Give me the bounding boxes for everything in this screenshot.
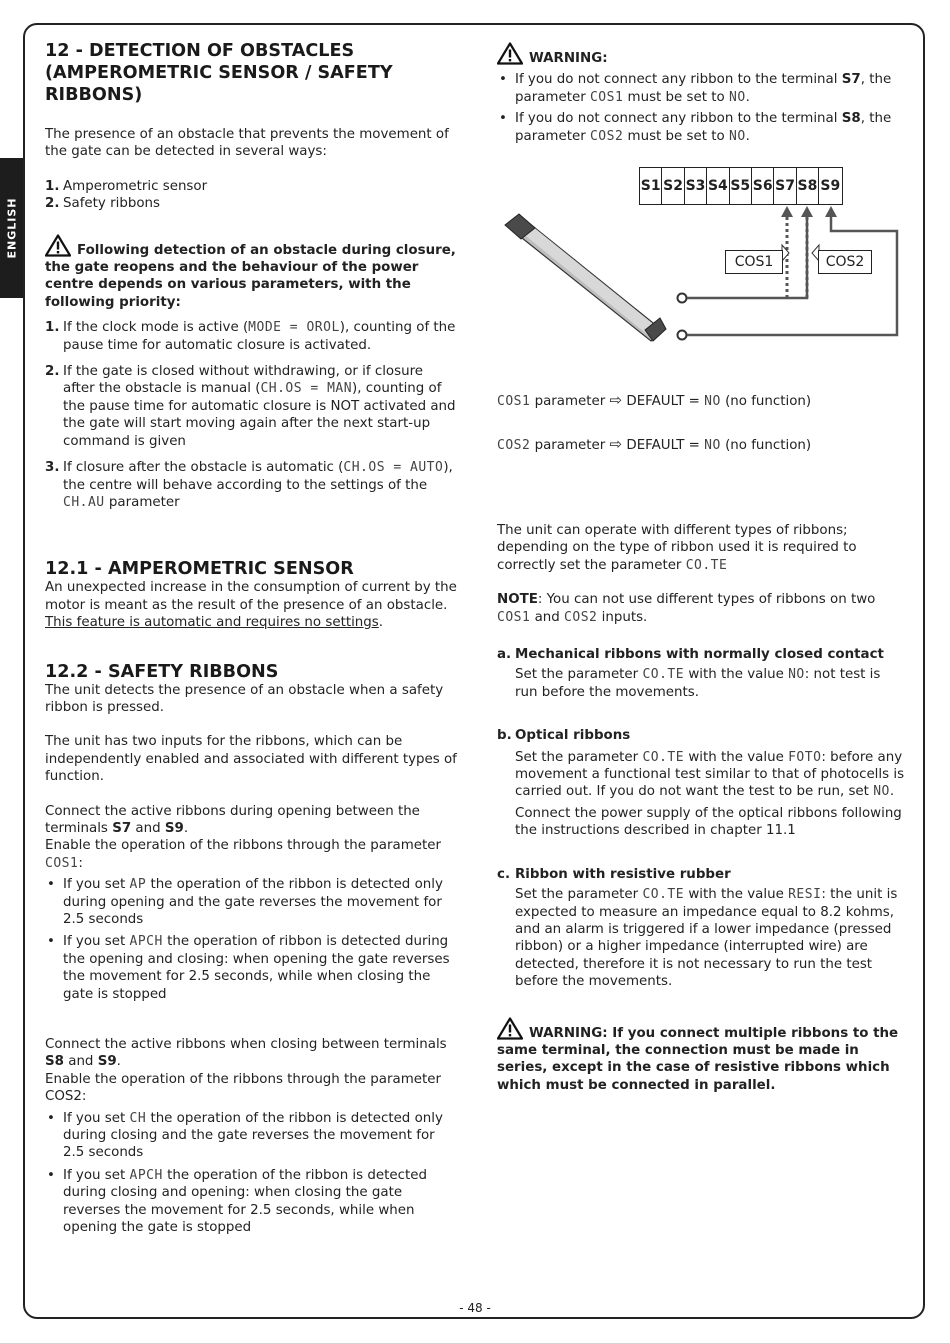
list-item: [45, 1167, 457, 1237]
item-title: Ribbon with resistive rubber: [515, 866, 731, 882]
language-label: ENGLISH: [5, 197, 19, 259]
ribbon-types-block: [497, 522, 905, 1094]
section-12-2-title: 12.2 - SAFETY RIBBONS: [45, 661, 279, 682]
list-item: [45, 876, 457, 928]
final-warning: [497, 1017, 905, 1095]
text: Connect the active ribbons when closing between terminals: [45, 1037, 447, 1053]
warning-icon: [497, 1017, 523, 1040]
text: If you do not connect any ribbon to the terminal: [515, 111, 838, 127]
lcd-code: CO.TE: [642, 887, 685, 903]
lcd-code: APCH: [129, 1167, 163, 1183]
arrow-right-icon: ⇨: [609, 435, 623, 454]
item-text: Amperometric sensor: [63, 178, 208, 194]
terminal-s4: S4: [707, 168, 729, 204]
terminal-label: S7: [112, 820, 132, 836]
terminal-s5: S5: [730, 168, 752, 204]
left-column: [45, 40, 457, 1237]
punctuation: :: [78, 855, 83, 871]
lcd-code: COS1: [497, 394, 531, 409]
text: : before any movement a functional test similar to that of photocells is carried out. If you do not want the test to be run, set: [515, 749, 905, 800]
terminal-label: S8: [45, 1054, 64, 1070]
terminal-block: [639, 167, 843, 205]
item-text: ), counting of the pause time for automatic closure is activated.: [63, 320, 456, 353]
item-letter: a.: [497, 647, 512, 663]
item-number: 1.: [45, 320, 60, 336]
closing-connection: [45, 1036, 457, 1071]
page-number: - 48 -: [459, 1301, 491, 1315]
text: If you set: [63, 934, 126, 950]
type-a-text: [497, 666, 905, 701]
type-c-text: [497, 886, 905, 990]
item-text: If the gate is closed without withdrawing, or if closure after the obstacle is manual (: [63, 364, 424, 397]
text: : You can not use different types of ribbons on two: [537, 592, 876, 608]
text: and: [135, 820, 161, 836]
detection-ways-list: [45, 178, 457, 213]
terminal-s6: S6: [752, 168, 774, 204]
warning-list: [497, 71, 905, 145]
lcd-code: COS1: [589, 89, 624, 105]
type-b-heading: [497, 727, 905, 744]
terminal-s2: S2: [662, 168, 684, 204]
lcd-code: CH.AU: [63, 494, 105, 510]
item-text: If the clock mode is active (: [63, 320, 249, 336]
lcd-code: NO: [704, 438, 721, 454]
text: (no function): [725, 394, 812, 409]
text: If you set: [63, 1167, 126, 1183]
text: If you set: [63, 877, 126, 893]
list-item: [45, 459, 457, 511]
amperometric-note: [45, 614, 457, 631]
cos2-label-box: COS2: [818, 250, 872, 274]
terminal-s3: S3: [685, 168, 707, 204]
list-item: [45, 933, 457, 1003]
type-a-heading: [497, 646, 905, 663]
lcd-code: NO: [873, 784, 890, 800]
punctuation: .: [745, 89, 750, 105]
lcd-code: CH.OS = MAN: [260, 381, 353, 397]
opening-enable: [45, 837, 457, 872]
punctuation: .: [378, 615, 384, 631]
lcd-code: CH.OS = AUTO: [343, 460, 444, 476]
ribbons-intro: The unit detects the presence of an obstacle when a safety ribbon is pressed.: [45, 682, 444, 715]
terminal-s1: S1: [640, 168, 662, 204]
safety-ribbon-illustration: [505, 214, 666, 341]
text: DEFAULT =: [626, 438, 700, 454]
lcd-code: FOTO: [788, 749, 822, 765]
punctuation: .: [889, 784, 895, 800]
warning-icon: [45, 234, 71, 257]
lcd-code: CO.TE: [642, 749, 685, 765]
terminal-s8: S8: [797, 168, 819, 204]
cos1-label-box: COS1: [725, 250, 783, 274]
note: [497, 591, 905, 626]
amperometric-note-text: This feature is automatic and requires no settings: [45, 615, 379, 631]
lcd-code: NO: [788, 667, 805, 683]
section-12-1-title: 12.1 - AMPEROMETRIC SENSOR: [45, 559, 354, 580]
text: If you set: [63, 1110, 126, 1126]
lcd-code: APCH: [129, 934, 163, 950]
text: : the unit is expected to measure an impedance equal to 8.2 kohms, and an alarm is triggered if a lower impedance (pressed ribbon) or a higher impedance (interrupted wire) are detected, therefore it is not necessary to run the test before the movements.: [515, 887, 898, 990]
text: the operation of ribbon is detected during the opening and closing: when opening the gate reverses the movement for 2.5 seconds, while when closing the gate is stopped: [63, 934, 450, 1002]
text: Set the parameter: [515, 749, 639, 765]
cos2-default: [497, 436, 905, 454]
text: Set the parameter: [515, 887, 639, 903]
defaults-block: [497, 392, 905, 455]
item-text: ), the centre will behave according to the settings of the: [63, 460, 453, 493]
text: the operation of the ribbon is detected during closing and opening: when closing the gate reverses the movement for 2.5 seconds, while when opening the gate is stopped: [63, 1167, 427, 1236]
item-text: Safety ribbons: [63, 196, 160, 212]
type-c-heading: [497, 866, 905, 883]
text: and: [534, 609, 560, 625]
lcd-code: AP: [129, 877, 147, 893]
terminal-s9: S9: [820, 178, 841, 194]
amperometric-text: An unexpected increase in the consumption of current by the motor is meant as the result of the presence of an obstacle.: [45, 580, 457, 613]
lcd-code: CO.TE: [685, 557, 728, 573]
item-text: If closure after the obstacle is automatic (: [63, 460, 344, 476]
item-text: ), counting of the pause time for automatic closure is NOT activated and the gate will start moving again after the next start-up command is given: [63, 381, 456, 449]
list-item: [45, 319, 457, 354]
text: with the value: [688, 667, 784, 683]
final-warning-text: WARNING: If you connect multiple ribbons to the same terminal, the connection must be made in series, except in the case of resistive ribbons which which must be connected in parallel.: [497, 1025, 899, 1093]
ribbon-types-text: [497, 522, 905, 574]
text: DEFAULT =: [626, 394, 700, 409]
item-number: 3.: [45, 460, 60, 476]
terminal-label: S9: [97, 1054, 117, 1070]
language-side-tab: [0, 158, 23, 298]
text: with the value: [688, 749, 784, 765]
opening-connection: [45, 803, 457, 838]
punctuation: .: [745, 128, 750, 144]
terminal-s7: S7: [774, 168, 796, 204]
list-item: [45, 1110, 457, 1162]
lcd-code: COS2: [497, 438, 531, 454]
terminal-label: S8: [841, 111, 861, 127]
text: must be set to: [627, 128, 725, 144]
text: inputs.: [601, 609, 648, 625]
lcd-code: COS1: [45, 855, 79, 871]
lcd-code: CH: [129, 1110, 147, 1126]
lcd-code: CO.TE: [642, 667, 685, 683]
warning-title: WARNING:: [529, 51, 608, 66]
item-text: parameter: [108, 494, 180, 510]
text: the operation of the ribbon is detected only during closing and the gate reverses the movement for 2.5 seconds: [63, 1110, 443, 1161]
list-item: [45, 195, 457, 212]
text: The unit can operate with different types of ribbons; depending on the type of ribbon used it is required to correctly set the parameter: [497, 523, 857, 573]
ribbons-inputs: The unit has two inputs for the ribbons, which can be independently enabled and associated with different types of function.: [45, 734, 457, 785]
type-b-text: [497, 749, 905, 801]
closing-options: [45, 1110, 457, 1237]
text: and: [68, 1054, 94, 1070]
terminal-label: S9: [164, 820, 184, 836]
lcd-code: MODE = OROL: [248, 320, 340, 336]
text: the operation of the ribbon is detected only during opening and the gate reverses the movement for 2.5 seconds: [63, 877, 443, 927]
text: must be set to: [627, 89, 725, 105]
lcd-code: RESI: [788, 887, 822, 903]
opening-options: [45, 876, 457, 1003]
text: parameter: [534, 438, 606, 454]
text: (no function): [725, 438, 812, 454]
item-title: Mechanical ribbons with normally closed contact: [515, 647, 884, 663]
text: , the parameter: [515, 111, 892, 144]
lcd-code: COS2: [564, 609, 598, 625]
right-column-top: [497, 42, 905, 145]
lcd-code: COS2: [589, 128, 624, 144]
warning-heading: [497, 42, 905, 67]
punctuation: .: [183, 820, 189, 836]
lcd-code: NO: [729, 89, 746, 105]
item-letter: c.: [497, 866, 511, 882]
text: Enable the operation of the ribbons through the parameter: [45, 838, 441, 854]
item-title: Optical ribbons: [515, 728, 631, 744]
text: parameter: [534, 394, 606, 409]
text: , the parameter: [515, 72, 892, 105]
closing-enable: Enable the operation of the ribbons through the parameter COS2:: [45, 1071, 441, 1105]
type-b-power: Connect the power supply of the optical ribbons following the instructions described in chapter 11.1: [515, 805, 902, 839]
item-number: 1.: [45, 178, 60, 194]
priority-warning: [45, 234, 457, 312]
note-label: NOTE: [497, 592, 538, 608]
terminal-label: S7: [841, 72, 861, 88]
lcd-code: COS1: [497, 609, 531, 625]
text: If you do not connect any ribbon to the terminal: [515, 72, 838, 88]
arrow-right-icon: ⇨: [609, 391, 623, 409]
text: Set the parameter: [515, 667, 639, 683]
section-12-title: 12 - DETECTION OF OBSTACLES (AMPEROMETRIC SENSOR / SAFETY RIBBONS): [45, 41, 393, 105]
text: : not test is run before the movements.: [515, 667, 881, 700]
priority-list: [45, 319, 457, 511]
cos1-default: [497, 392, 905, 410]
item-number: 2.: [45, 196, 60, 212]
list-item: [45, 178, 457, 195]
warning-icon: [497, 42, 523, 65]
list-item: [497, 110, 905, 145]
text: with the value: [688, 887, 784, 903]
text: Connect the active ribbons during opening between the terminals: [45, 803, 420, 836]
punctuation: .: [116, 1054, 121, 1070]
ribbon-wiring-diagram: [497, 163, 907, 353]
list-item: [45, 363, 457, 450]
item-number: 2.: [45, 364, 60, 380]
lcd-code: NO: [729, 128, 746, 144]
intro-text: The presence of an obstacle that prevents the movement of the gate can be detected in several ways:: [45, 127, 449, 160]
list-item: [497, 71, 905, 106]
lcd-code: NO: [704, 394, 721, 409]
item-letter: b.: [497, 728, 512, 744]
priority-warning-text: Following detection of an obstacle during closure, the gate reopens and the behaviour of the power centre depends on various parameters, with the following priority:: [45, 242, 456, 310]
